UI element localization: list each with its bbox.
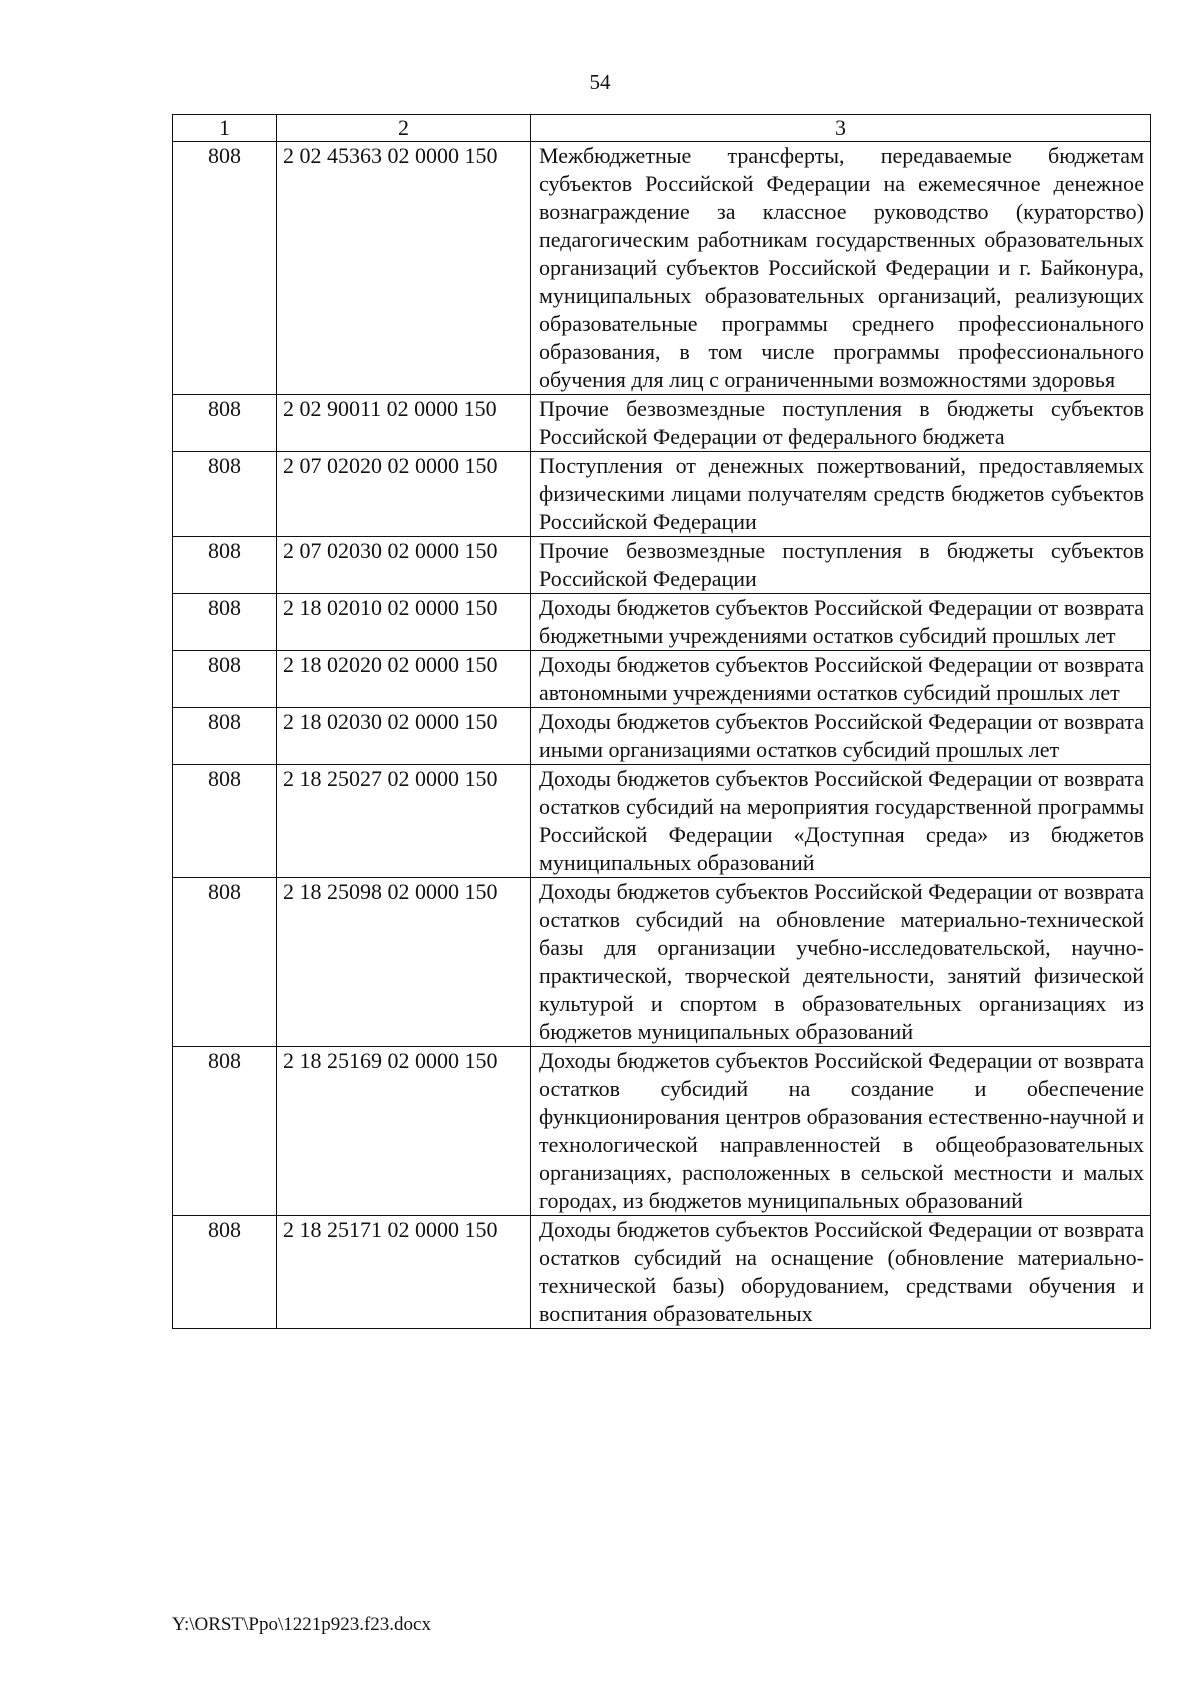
budget-code-cell: 2 02 45363 02 0000 150 (277, 142, 531, 395)
admin-code-cell: 808 (173, 594, 277, 651)
table-row (173, 537, 1151, 594)
table-row (173, 1047, 1151, 1216)
budget-code-cell: 2 18 02020 02 0000 150 (277, 651, 531, 708)
revenue-name-cell: Прочие безвозмездные поступления в бюджеты субъектов Российской Федерации (531, 537, 1151, 594)
admin-code-cell: 808 (173, 651, 277, 708)
table-row (173, 651, 1151, 708)
revenue-name-cell: Прочие безвозмездные поступления в бюджеты субъектов Российской Федерации от федерального бюджета (531, 395, 1151, 452)
table-header-row (173, 115, 1151, 142)
header-column-2: 2 (277, 115, 531, 142)
budget-classification-table (172, 114, 1151, 1329)
admin-code-cell: 808 (173, 708, 277, 765)
revenue-name-cell: Доходы бюджетов субъектов Российской Федерации от возврата бюджетными учреждениями остатков субсидий прошлых лет (531, 594, 1151, 651)
table-row (173, 395, 1151, 452)
table-row (173, 708, 1151, 765)
revenue-name-cell: Доходы бюджетов субъектов Российской Федерации от возврата автономными учреждениями остатков субсидий прошлых лет (531, 651, 1151, 708)
admin-code-cell: 808 (173, 1216, 277, 1329)
revenue-name-cell: Доходы бюджетов субъектов Российской Федерации от возврата остатков субсидий на обновление материально-технической базы для организации учебно-исследовательской, научно-практической, творческой деятельности, занятий физической культурой и спортом в образовательных организациях из бюджетов муниципальных образований (531, 878, 1151, 1047)
admin-code-cell: 808 (173, 878, 277, 1047)
table-row (173, 1216, 1151, 1329)
admin-code-cell: 808 (173, 1047, 277, 1216)
page-number: 54 (589, 70, 611, 94)
revenue-name-cell: Поступления от денежных пожертвований, предоставляемых физическими лицами получателям средств бюджетов субъектов Российской Федерации (531, 452, 1151, 537)
budget-code-cell: 2 02 90011 02 0000 150 (277, 395, 531, 452)
table-row (173, 765, 1151, 878)
table-row (173, 594, 1151, 651)
revenue-name-cell: Доходы бюджетов субъектов Российской Федерации от возврата остатков субсидий на оснащение (обновление материально-технической базы) оборудованием, средствами обучения и воспитания образовательных (531, 1216, 1151, 1329)
admin-code-cell: 808 (173, 142, 277, 395)
budget-code-cell: 2 18 25027 02 0000 150 (277, 765, 531, 878)
budget-code-cell: 2 18 02010 02 0000 150 (277, 594, 531, 651)
document-file-path: Y:\ORST\Ppo\1221p923.f23.docx (172, 1614, 431, 1635)
header-column-1: 1 (173, 115, 277, 142)
table-row (173, 452, 1151, 537)
budget-code-cell: 2 07 02020 02 0000 150 (277, 452, 531, 537)
budget-code-cell: 2 18 02030 02 0000 150 (277, 708, 531, 765)
admin-code-cell: 808 (173, 765, 277, 878)
budget-code-cell: 2 07 02030 02 0000 150 (277, 537, 531, 594)
budget-code-cell: 2 18 25169 02 0000 150 (277, 1047, 531, 1216)
revenue-name-cell: Доходы бюджетов субъектов Российской Федерации от возврата остатков субсидий на мероприятия государственной программы Российской Федерации «Доступная среда» из бюджетов муниципальных образований (531, 765, 1151, 878)
admin-code-cell: 808 (173, 537, 277, 594)
budget-code-cell: 2 18 25171 02 0000 150 (277, 1216, 531, 1329)
revenue-name-cell: Межбюджетные трансферты, передаваемые бюджетам субъектов Российской Федерации на ежемесячное денежное вознаграждение за классное руководство (кураторство) педагогическим работникам государственных образовательных организаций субъектов Российской Федерации и г. Байконура, муниципальных образовательных организаций, реализующих образовательные программы среднего профессионального образования, в том числе программы профессионального обучения для лиц с ограниченными возможностями здоровья (531, 142, 1151, 395)
budget-code-cell: 2 18 25098 02 0000 150 (277, 878, 531, 1047)
revenue-name-cell: Доходы бюджетов субъектов Российской Федерации от возврата иными организациями остатков субсидий прошлых лет (531, 708, 1151, 765)
table-row (173, 142, 1151, 395)
revenue-name-cell: Доходы бюджетов субъектов Российской Федерации от возврата остатков субсидий на создание и обеспечение функционирования центров образования естественно-научной и технологической направленностей в общеобразовательных организациях, расположенных в сельской местности и малых городах, из бюджетов муниципальных образований (531, 1047, 1151, 1216)
admin-code-cell: 808 (173, 452, 277, 537)
table-row (173, 878, 1151, 1047)
header-column-3: 3 (531, 115, 1151, 142)
admin-code-cell: 808 (173, 395, 277, 452)
